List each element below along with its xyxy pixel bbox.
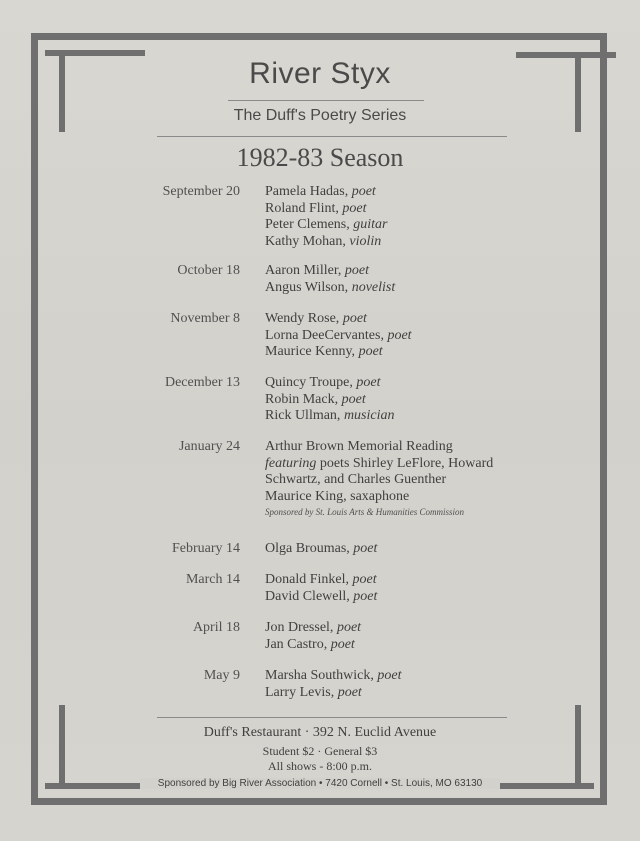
performer-line: Peter Clemens, guitar [265,217,388,232]
event-date: May 9 [203,668,240,683]
event-performers [265,439,555,519]
event-performers [265,541,555,558]
footer-rule [157,717,507,718]
event-date: October 18 [177,263,240,278]
performer-line: Aaron Miller, poet [265,263,370,278]
performer-line: Quincy Troupe, poet [265,375,381,390]
border-bottom-outer [31,798,607,805]
performer-line: Donald Finkel, poet [265,572,377,587]
performer-line: Larry Levis, poet [265,684,362,700]
performer-line: Pamela Hadas, poet [265,184,376,199]
performer-line: Kathy Mohan, violin [265,233,382,249]
event-date: December 13 [164,375,240,390]
performer-line: Marsha Southwick, poet [265,668,402,683]
season-heading: 1982-83 Season [236,143,404,172]
event-performers [265,620,555,653]
event-performers [265,375,555,425]
show-time: All shows - 8:00 p.m. [267,759,372,773]
event-sponsor: Sponsored by St. Louis Arts & Humanities Commission [265,507,465,517]
event-performers [265,311,555,361]
event-performers [265,668,555,701]
event-date: February 14 [171,541,240,556]
event-date: January 24 [178,439,240,454]
performer-line: Olga Broumas, poet [265,541,378,556]
ticket-prices: Student $2 · General $3 [262,744,378,758]
venue-address: Duff's Restaurant · 392 N. Euclid Avenue [203,725,437,740]
performer-line: Angus Wilson, novelist [265,279,396,295]
performer-line: featuring poets Shirley LeFlore, Howard [265,455,494,471]
poster-subtitle: The Duff's Poetry Series [233,107,407,124]
footer-sponsor: Sponsored by Big River Association • 7420 Cornell • St. Louis, MO 63130 [140,778,500,789]
performer-line: Maurice Kenny, poet [265,344,383,359]
performer-line: David Clewell, poet [265,588,378,604]
performer-line: Roland Flint, poet [265,200,367,216]
performer-line: Rick Ullman, musician [265,408,395,423]
event-date: September 20 [162,184,240,199]
performer-line: Lorna DeeCervantes, poet [265,327,412,343]
performer-line: Jon Dressel, poet [265,620,362,635]
event-performers [265,184,555,250]
performer-line: Wendy Rose, poet [265,311,367,326]
event-date: November 8 [170,311,240,326]
event-date: March 14 [185,572,240,587]
title-rule [228,100,424,101]
performer-line: Arthur Brown Memorial Reading [265,439,453,454]
performer-line: Robin Mack, poet [265,391,366,407]
event-date: April 18 [192,620,240,635]
event-performers [265,572,555,605]
subtitle-rule [157,136,507,137]
performer-line: Maurice King, saxaphone [265,488,410,504]
performer-line: Schwartz, and Charles Guenther [265,472,447,487]
poster-title: River Styx [249,57,391,90]
event-performers [265,263,555,296]
performer-line: Jan Castro, poet [265,636,355,652]
border-top-outer [31,33,607,40]
